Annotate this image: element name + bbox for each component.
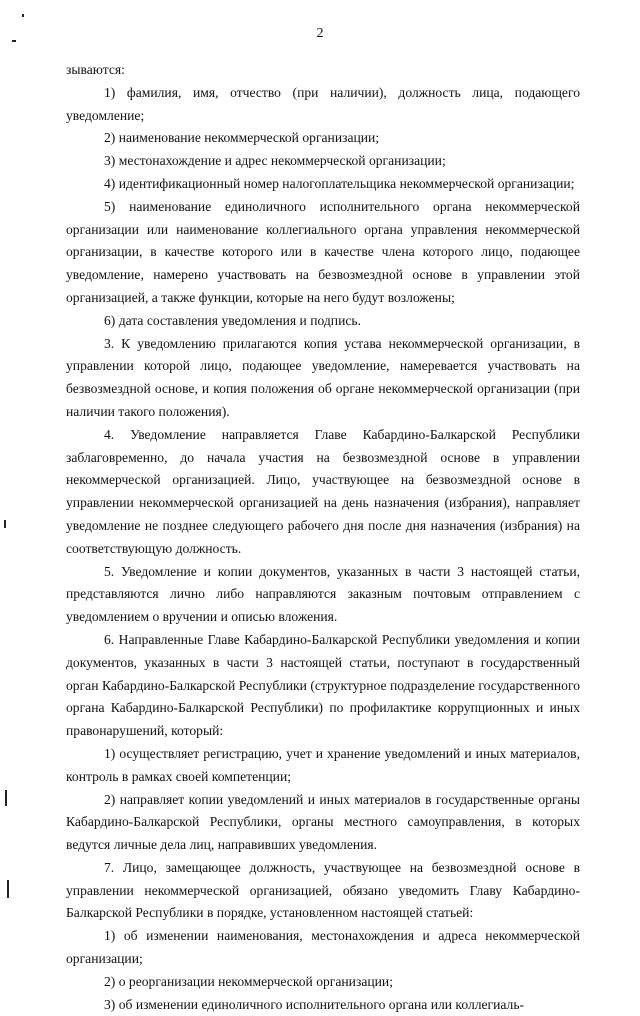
clause-6: 6. Направленные Главе Кабардино-Балкарской Республики уведомления и копии документов, указанных в части 3 настоящей статьи, поступают в государственный орган Кабардино-Балкарской Республики (структурное подразделение государственного органа Кабардино-Балкарской Республики) по профилактике коррупционных и иных правонарушений, который:	[66, 631, 580, 739]
clause-6-item-2: 2) направляет копии уведомлений и иных материалов в государственные органы Кабардино-Балкарской Республики, органы местного самоуправления, в которых ведутся личные дела лиц, направивших уведомления.	[66, 791, 580, 853]
list-item-full-name: 1) фамилия, имя, отчество (при наличии), должность лица, подающего уведомление;	[66, 84, 580, 123]
clause-7-item-3: 3) об изменении единоличного исполнительного органа или коллегиаль-	[104, 996, 525, 1012]
scan-mark-lower	[5, 790, 7, 806]
clause-5: 5. Уведомление и копии документов, указанных в части 3 настоящей статьи, представляются лично либо направляются заказным почтовым отправлением с уведомлением о вручении и описью вложения.	[66, 563, 580, 625]
scan-mark-upper	[12, 40, 16, 42]
clause-7: 7. Лицо, замещающее должность, участвующее на безвозмездной основе в управлении некоммерческой организацией, обязано уведомить Главу Кабардино-Балкарской Республики в порядке, установленном настоящей статьей:	[66, 859, 580, 921]
list-item-org-name: 2) наименование некоммерческой организации;	[104, 130, 380, 146]
list-item-tax-id: 4) идентификационный номер налогоплательщика некоммерческой организации;	[104, 175, 575, 191]
clause-3: 3. К уведомлению прилагаются копия устава некоммерческой организации, в управлении которой лицо, подающее уведомление, намеревается участвовать на безвозмездной основе, и копия положения об органе некоммерческой организации (при наличии такого положения).	[66, 335, 580, 419]
scan-mark-top	[22, 14, 24, 17]
list-item-governing-body: 5) наименование единоличного исполнительного органа некоммерческой организации или наименование коллегиального органа управления некоммерческой организации, в качестве которого или в качестве члена которого лицо, подающее уведомление, намерено участвовать на безвозмездной основе в управлении этой организацией, а также функции, которые на него будут возложены;	[66, 198, 580, 305]
clause-7-item-2: 2) о реорганизации некоммерческой организации;	[104, 973, 393, 989]
list-item-org-address: 3) местонахождение и адрес некоммерческой организации;	[104, 153, 446, 169]
page-number: 2	[316, 26, 324, 41]
clause-4: 4. Уведомление направляется Главе Кабардино-Балкарской Республики заблаговременно, до начала участия на безвозмездной основе в управлении некоммерческой организацией. Лицо, участвующее на безвозмездной основе в управлении некоммерческой организацией на день назначения (избрания), направляет уведомление не позднее следующего рабочего дня после дня назначения (избрания) на соответствующую должность.	[66, 426, 580, 556]
scan-mark-middle	[4, 520, 6, 528]
list-item-date-signature: 6) дата составления уведомления и подпись.	[104, 312, 361, 328]
scan-mark-bottom	[7, 880, 9, 898]
document-body	[66, 59, 580, 1016]
paragraph-continuation: зываются:	[66, 62, 125, 77]
clause-6-item-1: 1) осуществляет регистрацию, учет и хранение уведомлений и иных материалов, контроль в рамках своей компетенции;	[66, 745, 580, 784]
clause-7-item-1: 1) об изменении наименования, местонахождения и адреса некоммерческой организации;	[66, 928, 580, 967]
